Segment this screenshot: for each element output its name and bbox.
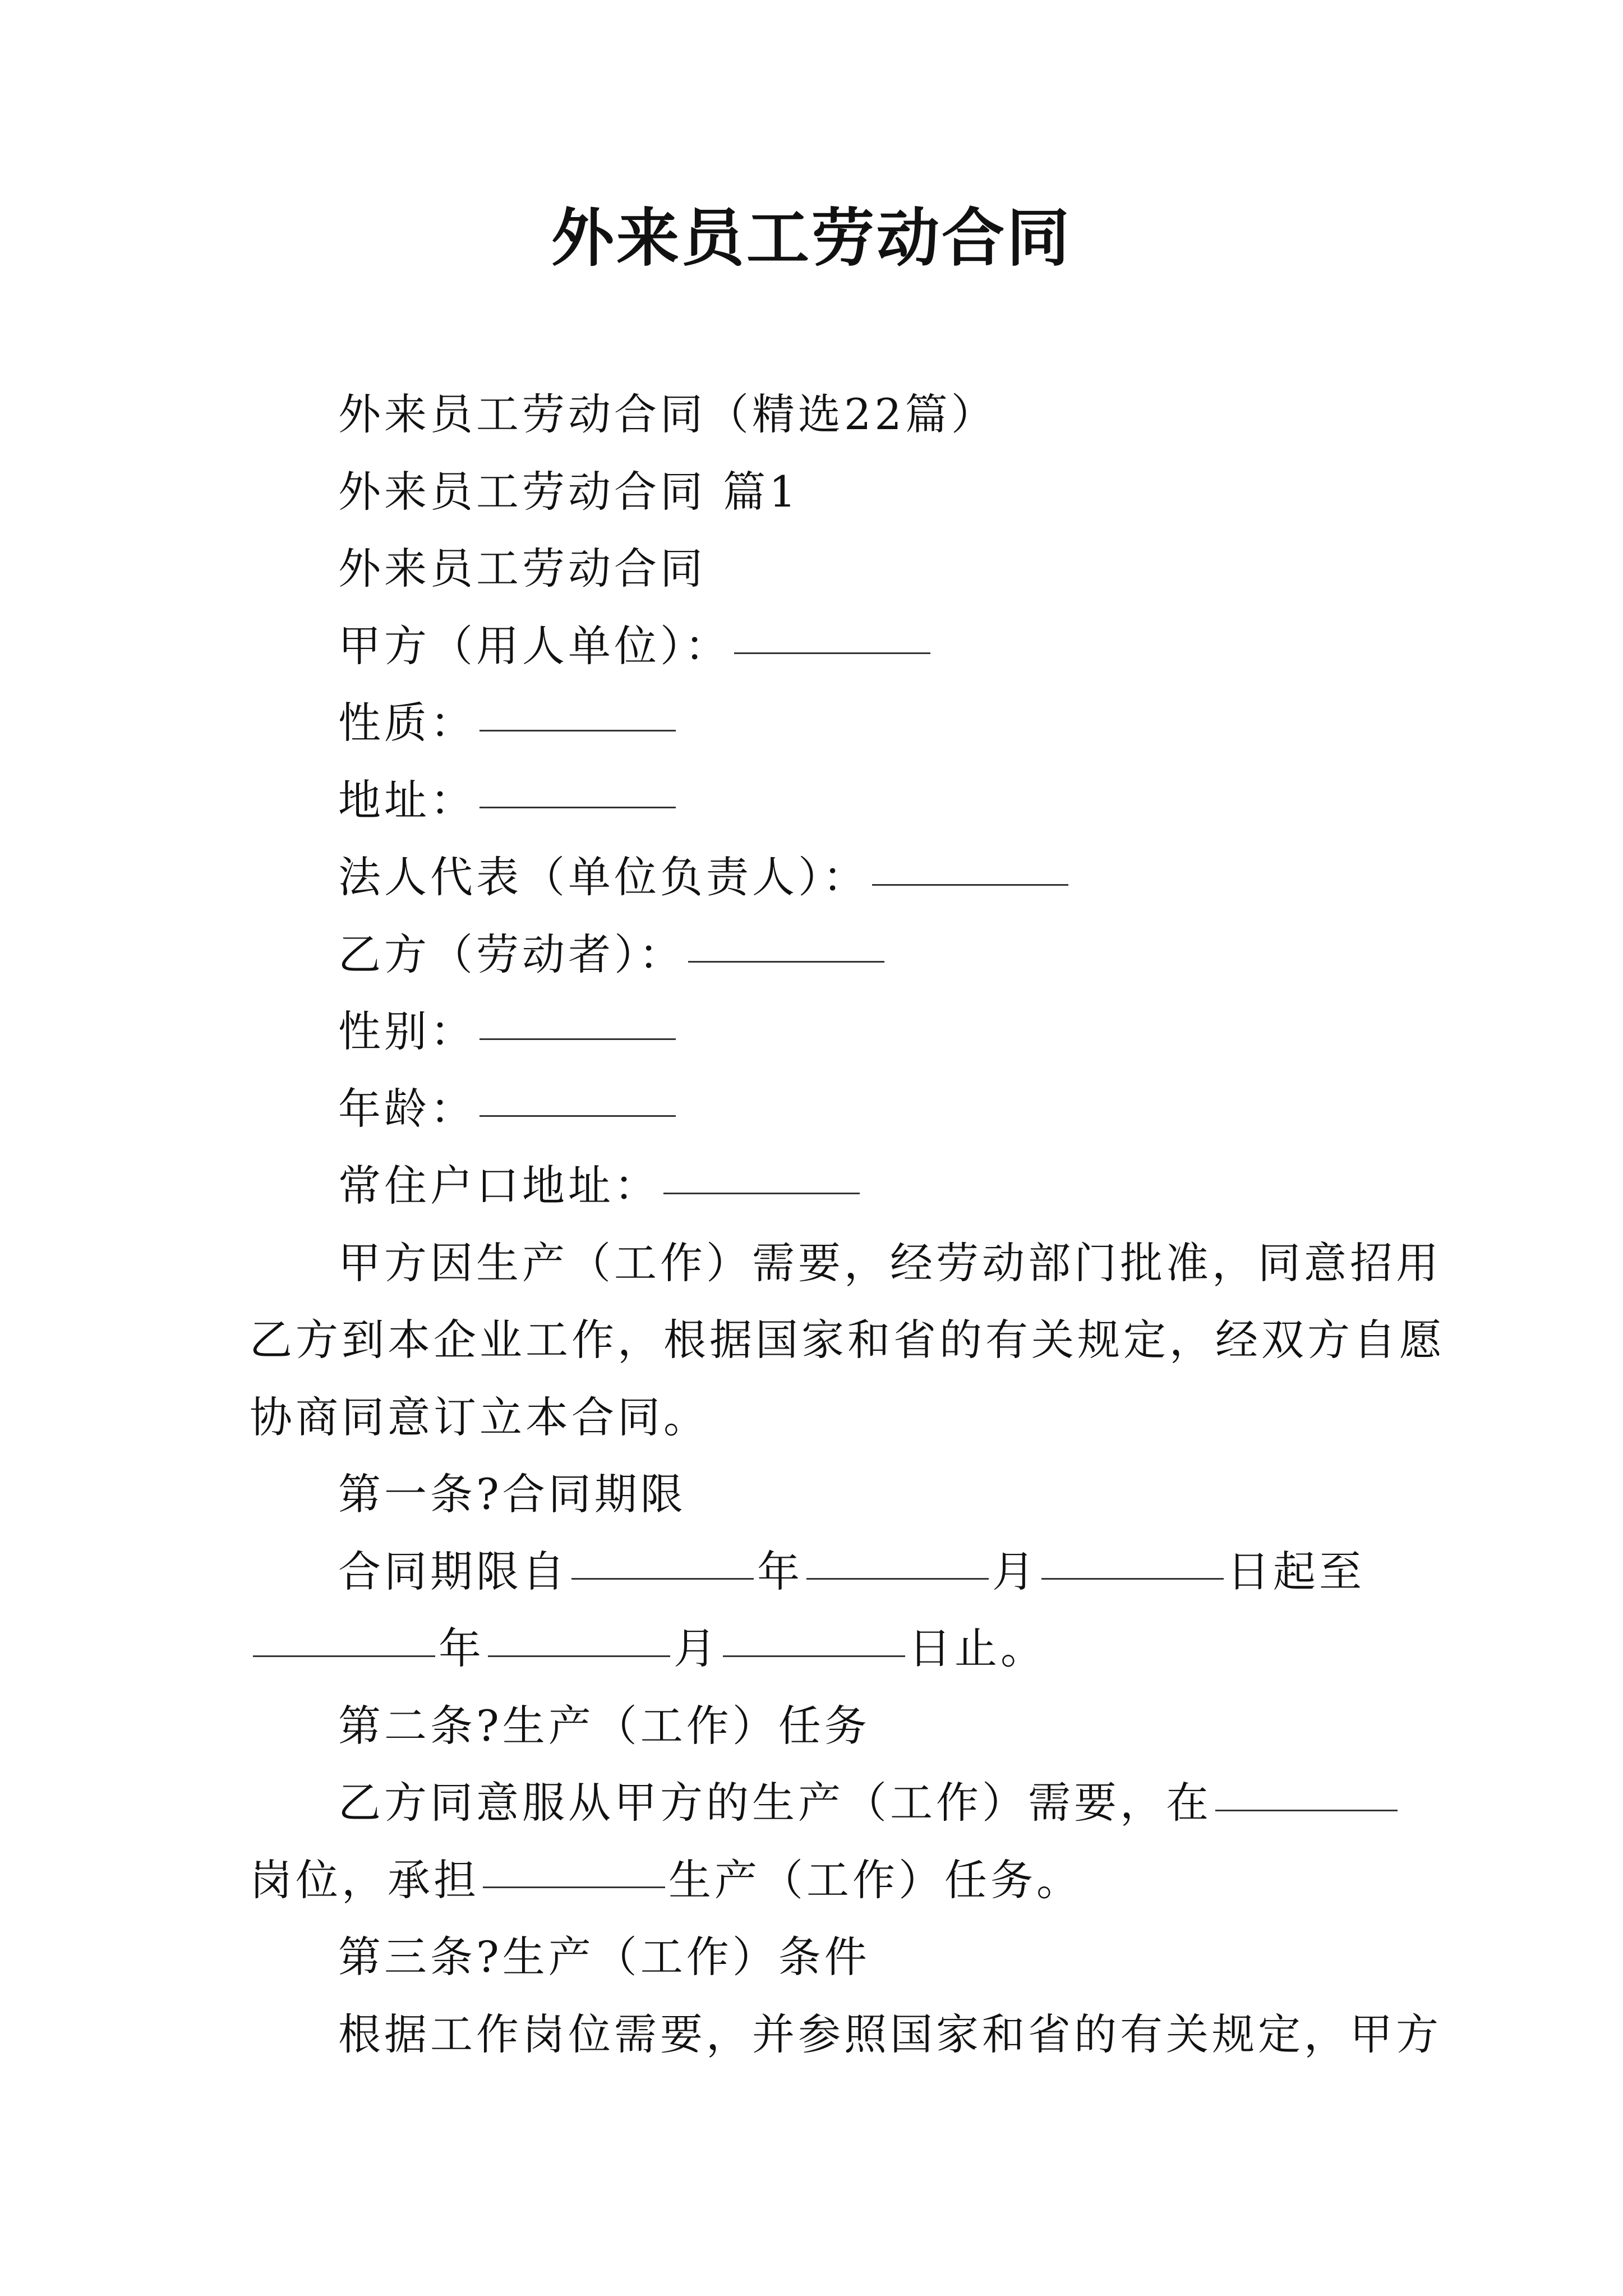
text: 日止。 <box>909 1623 1046 1673</box>
text: 年 <box>757 1546 803 1596</box>
document-subtitle: 外来员工劳动合同（精选22篇） <box>338 389 997 439</box>
document-title: 外来员工劳动合同 <box>551 201 1072 275</box>
blank-line <box>571 1577 754 1580</box>
document-body <box>250 376 1445 2073</box>
blank-line <box>483 1886 665 1888</box>
field-address <box>250 762 1396 839</box>
blank-line <box>1041 1577 1224 1580</box>
blank-line <box>488 1655 670 1657</box>
blank-line <box>663 1192 860 1194</box>
field-label: 甲方（用人单位）： <box>338 620 731 671</box>
blank-line <box>806 1577 989 1580</box>
blank-line <box>253 1655 435 1657</box>
text: 合同期限自 <box>338 1546 568 1596</box>
field-party-b <box>250 916 1396 993</box>
field-label: 法人代表（单位负责人）： <box>338 852 869 902</box>
field-party-a <box>250 608 1396 685</box>
text: 日起至 <box>1227 1546 1365 1596</box>
field-label: 年龄： <box>338 1083 476 1134</box>
blank-line <box>479 1038 676 1040</box>
text: 年 <box>439 1623 485 1673</box>
article-2-line-1 <box>250 1764 1396 1842</box>
field-label: 常住户口地址： <box>338 1161 660 1211</box>
article-1-line-1 <box>250 1533 1396 1611</box>
text: 乙方同意服从甲方的生产（工作）需要，在 <box>338 1778 1212 1828</box>
article-3-heading: 第三条?生产（工作）条件 <box>338 1932 870 1982</box>
blank-line <box>872 884 1068 886</box>
blank-line <box>723 1655 905 1657</box>
field-age <box>250 1070 1396 1148</box>
field-label: 性质： <box>338 698 476 748</box>
field-label: 乙方（劳动者）： <box>338 929 685 979</box>
text: 岗位，承担 <box>250 1855 479 1905</box>
field-legal-rep <box>250 839 1396 916</box>
article-1-line-2 <box>250 1610 1396 1687</box>
field-label: 性别： <box>338 1006 476 1056</box>
section-heading: 外来员工劳动合同 篇1 <box>338 466 800 517</box>
field-nature <box>250 684 1396 762</box>
blank-line <box>479 1115 676 1117</box>
preamble-line-1: 甲方因生产（工作）需要，经劳动部门批准，同意招用 <box>338 1237 1442 1288</box>
field-residence <box>250 1147 1396 1225</box>
article-1-heading: 第一条?合同期限 <box>338 1469 686 1519</box>
article-3-line-1: 根据工作岗位需要，并参照国家和省的有关规定，甲方 <box>338 2009 1442 2059</box>
field-gender <box>250 993 1396 1070</box>
blank-line <box>479 806 676 808</box>
text: 月 <box>674 1623 720 1673</box>
blank-line <box>1215 1809 1398 1811</box>
preamble-line-2: 乙方到本企业工作，根据国家和省的有关规定，经双方自愿 <box>250 1315 1445 1365</box>
preamble-line-3: 协商同意订立本合同。 <box>250 1392 709 1442</box>
article-2-heading: 第二条?生产（工作）任务 <box>338 1700 870 1751</box>
field-label: 地址： <box>338 775 476 825</box>
article-2-line-2 <box>250 1842 1396 1919</box>
text: 生产（工作）任务。 <box>668 1855 1082 1905</box>
text: 月 <box>992 1546 1038 1596</box>
blank-line <box>479 729 676 731</box>
blank-line <box>688 960 884 963</box>
blank-line <box>734 652 930 654</box>
contract-name: 外来员工劳动合同 <box>338 544 706 593</box>
